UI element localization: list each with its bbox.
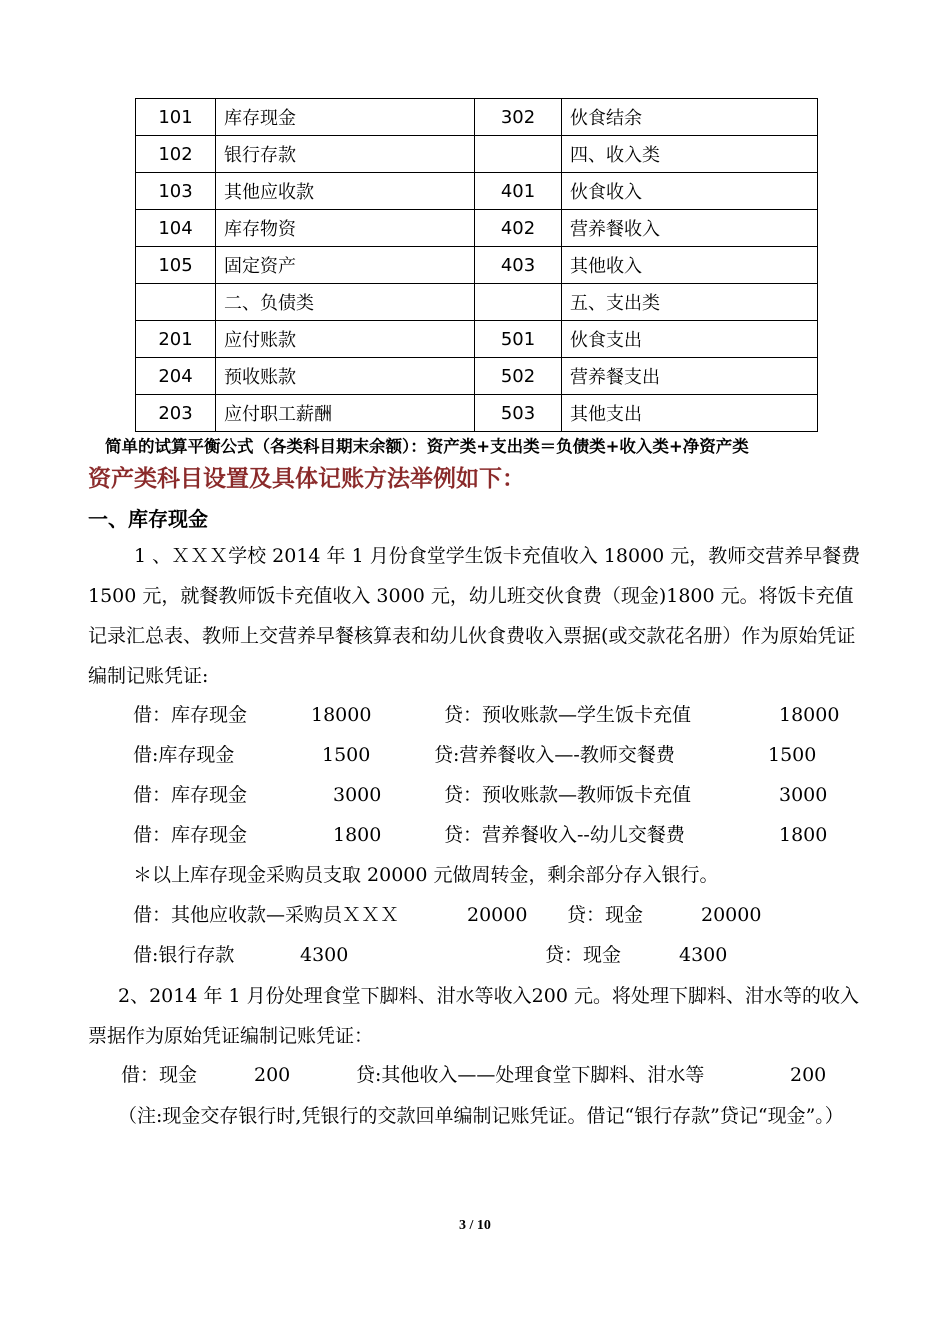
table-row bbox=[136, 247, 818, 284]
table-row bbox=[136, 358, 818, 395]
entry-4-debit-amount: 1800 bbox=[333, 824, 382, 846]
table-row bbox=[136, 136, 818, 173]
left-account-name: 其他应收款 bbox=[216, 173, 475, 210]
entry-6-credit: 贷：现金 bbox=[545, 944, 622, 966]
cash-deposit-remark: （注:现金交存银行时,凭银行的交款回单编制记账凭证。借记“银行存款”贷记“现金”。） bbox=[118, 1105, 844, 1127]
entry-6-credit-amount: 4300 bbox=[679, 944, 728, 966]
left-account-code: 102 bbox=[136, 136, 216, 173]
entry-4-credit-amount: 1800 bbox=[779, 824, 828, 846]
entry-1-debit-amount: 18000 bbox=[311, 704, 372, 726]
entry-6-debit-amount: 4300 bbox=[300, 944, 349, 966]
right-account-code: 502 bbox=[475, 358, 562, 395]
left-account-name: 固定资产 bbox=[216, 247, 475, 284]
left-account-name: 库存现金 bbox=[216, 99, 475, 136]
right-account-code: 302 bbox=[475, 99, 562, 136]
section-heading: 资产类科目设置及具体记账方法举例如下： bbox=[88, 465, 525, 492]
entry-5-debit: 借：其他应收款—采购员ＸＸＸ bbox=[133, 904, 400, 926]
left-account-code: 201 bbox=[136, 321, 216, 358]
right-account-code bbox=[475, 136, 562, 173]
table-row bbox=[136, 99, 818, 136]
entry-4-debit: 借：库存现金 bbox=[133, 824, 248, 846]
left-account-code: 101 bbox=[136, 99, 216, 136]
left-account-code: 203 bbox=[136, 395, 216, 432]
entry-7-credit-amount: 200 bbox=[790, 1064, 827, 1086]
table-row bbox=[136, 321, 818, 358]
entry-5-debit-amount: 20000 bbox=[467, 904, 528, 926]
left-account-name: 银行存款 bbox=[216, 136, 475, 173]
right-account-name: 伙食支出 bbox=[562, 321, 818, 358]
right-account-code: 501 bbox=[475, 321, 562, 358]
account-code-table bbox=[135, 98, 818, 432]
right-account-code bbox=[475, 284, 562, 321]
left-account-name: 应付账款 bbox=[216, 321, 475, 358]
example-2-paragraph: 2、2014 年 1 月份处理食堂下脚料、泔水等收入200 元。将处理下脚料、泔水等的收入票据作为原始凭证编制记账凭证： bbox=[88, 985, 859, 1047]
entry-2-debit: 借:库存现金 bbox=[133, 744, 235, 766]
left-account-code: 103 bbox=[136, 173, 216, 210]
entry-1-credit-amount: 18000 bbox=[779, 704, 840, 726]
entry-5-credit-amount: 20000 bbox=[701, 904, 762, 926]
entry-7-debit: 借：现金 bbox=[121, 1064, 198, 1086]
entry-3-credit: 贷：预收账款—教师饭卡充值 bbox=[444, 784, 692, 806]
right-account-name: 伙食结余 bbox=[562, 99, 818, 136]
right-account-code: 403 bbox=[475, 247, 562, 284]
entry-2-credit-amount: 1500 bbox=[768, 744, 817, 766]
entry-3-debit: 借：库存现金 bbox=[133, 784, 248, 806]
entry-3-debit-amount: 3000 bbox=[333, 784, 382, 806]
right-account-name: 营养餐支出 bbox=[562, 358, 818, 395]
entry-7-credit: 贷:其他收入——处理食堂下脚料、泔水等 bbox=[356, 1064, 705, 1086]
left-account-name: 库存物资 bbox=[216, 210, 475, 247]
table-row bbox=[136, 395, 818, 432]
cash-section-title: 一、库存现金 bbox=[88, 507, 208, 531]
left-account-code: 105 bbox=[136, 247, 216, 284]
entry-4-credit: 贷：营养餐收入--幼儿交餐费 bbox=[444, 824, 685, 846]
right-account-name: 四、收入类 bbox=[562, 136, 818, 173]
entry-2-credit: 贷:营养餐收入—-教师交餐费 bbox=[434, 744, 675, 766]
entry-5-credit: 贷：现金 bbox=[567, 904, 644, 926]
left-account-name: 二、负债类 bbox=[216, 284, 475, 321]
right-account-name: 五、支出类 bbox=[562, 284, 818, 321]
left-account-name: 预收账款 bbox=[216, 358, 475, 395]
left-account-code: 204 bbox=[136, 358, 216, 395]
transfer-note: ＊以上库存现金采购员支取 20000 元做周转金，剩余部分存入银行。 bbox=[133, 864, 719, 886]
right-account-code: 503 bbox=[475, 395, 562, 432]
page-number: 3 / 10 bbox=[459, 1218, 491, 1233]
table-row bbox=[136, 284, 818, 321]
left-account-code: 104 bbox=[136, 210, 216, 247]
entry-1-debit: 借：库存现金 bbox=[133, 704, 248, 726]
left-account-code bbox=[136, 284, 216, 321]
table-row bbox=[136, 173, 818, 210]
trial-balance-formula: 简单的试算平衡公式（各类科目期末余额）：资产类+支出类＝负债类+收入类+净资产类 bbox=[105, 437, 749, 456]
right-account-name: 营养餐收入 bbox=[562, 210, 818, 247]
entry-1-credit: 贷：预收账款—学生饭卡充值 bbox=[444, 704, 692, 726]
entry-2-debit-amount: 1500 bbox=[322, 744, 371, 766]
entry-6-debit: 借:银行存款 bbox=[133, 944, 235, 966]
entry-7-debit-amount: 200 bbox=[254, 1064, 291, 1086]
table-row bbox=[136, 210, 818, 247]
entry-3-credit-amount: 3000 bbox=[779, 784, 828, 806]
right-account-name: 伙食收入 bbox=[562, 173, 818, 210]
left-account-name: 应付职工薪酬 bbox=[216, 395, 475, 432]
right-account-name: 其他支出 bbox=[562, 395, 818, 432]
example-1-paragraph: 1 、ＸＸＸ学校 2014 年 1 月份食堂学生饭卡充值收入 18000 元，教师交营养早餐费 1500 元，就餐教师饭卡充值收入 3000 元，幼儿班交伙食费（现金)1800 元。将饭卡充值记录汇总表、教师上交营养早餐核算表和幼儿伙食费收入票据(或交款花名册）作为原始凭证编制记账凭证: bbox=[88, 545, 861, 687]
right-account-name: 其他收入 bbox=[562, 247, 818, 284]
right-account-code: 401 bbox=[475, 173, 562, 210]
right-account-code: 402 bbox=[475, 210, 562, 247]
